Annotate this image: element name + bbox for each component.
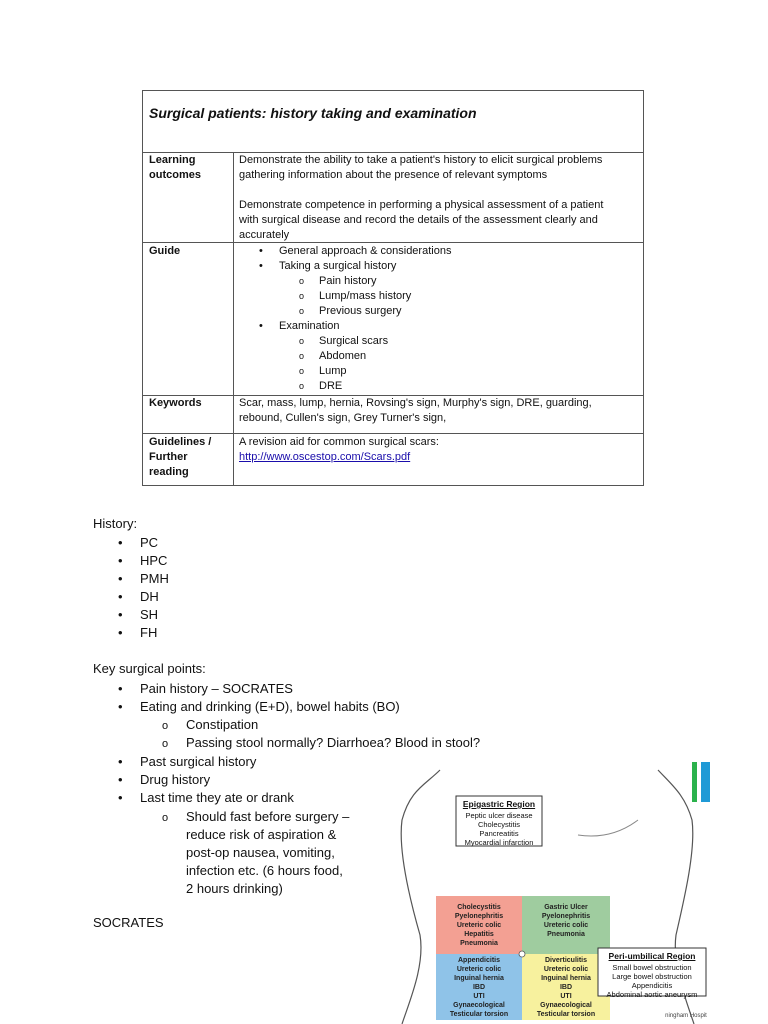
guide-subitem: o Pain history — [239, 274, 451, 289]
guidelines-label: Guidelines / Further reading — [149, 436, 212, 478]
list-item: • Drug history — [118, 771, 294, 789]
list-item: • PC — [118, 534, 169, 552]
key-points-list — [118, 680, 400, 716]
divider — [143, 433, 643, 434]
right-upper-quadrant: Cholecystitis Pyelonephritis Ureteric colic Hepatitis Pneumonia — [454, 904, 504, 947]
right-lower-quadrant: Appendicitis Ureteric colic Inguinal hernia IBD UTI Gynaecological Testicular torsion — [449, 957, 509, 1018]
guide-item: • Taking a surgical history — [239, 259, 451, 274]
guide-list — [239, 244, 451, 394]
list-item: • PMH — [118, 570, 169, 588]
list-item: • HPC — [118, 552, 169, 570]
guide-subitem: o Abdomen — [239, 349, 451, 364]
key-points-heading: Key surgical points: — [93, 661, 206, 676]
abdomen-diagram — [380, 760, 720, 1024]
list-item: • Last time they ate or drank — [118, 789, 294, 807]
left-lower-quadrant: Diverticulitis Ureteric colic Inguinal hernia IBD UTI Gynaecological Testicular torsion — [536, 957, 596, 1018]
key-points-sublist — [162, 716, 480, 752]
table-title: Surgical patients: history taking and examination — [149, 105, 477, 121]
list-item: • FH — [118, 624, 169, 642]
key-points-list-2 — [118, 753, 294, 807]
learning-outcomes-text: Demonstrate the ability to take a patient's history to elicit surgical problems gathering information about the presence of relevant symptoms Demonstrate competence in performing a physical assessment of a patient with surgical disease and record the details of the assessment clearly and accurately — [239, 154, 604, 241]
guide-item: • Examination — [239, 319, 451, 334]
image-credit: ningham Hospit — [665, 1013, 707, 1019]
guide-subitem: o Previous surgery — [239, 304, 451, 319]
learning-outcomes-label: Learning outcomes — [149, 154, 201, 181]
list-item: • SH — [118, 606, 169, 624]
summary-table — [142, 90, 644, 486]
list-item: • Pain history – SOCRATES — [118, 680, 400, 698]
list-subitem: o Constipation — [162, 716, 480, 734]
socrates-heading: SOCRATES — [93, 915, 164, 930]
guide-subitem: o Lump/mass history — [239, 289, 451, 304]
history-heading: History: — [93, 516, 138, 531]
fasting-note: o Should fast before surgery – reduce risk of aspiration & post-op nausea, vomiting, infection etc. (6 hours food, 2 hours drinking) — [162, 808, 349, 898]
keywords-text: Scar, mass, lump, hernia, Rovsing's sign, Murphy's sign, DRE, guarding, rebound, Cullen's sign, Grey Turner's sign, — [239, 397, 592, 424]
left-upper-quadrant: Gastric Ulcer Pyelonephritis Ureteric colic Pneumonia — [541, 904, 591, 938]
epigastric-label: Epigastric Region Peptic ulcer disease Cholecystitis Pancreatitis Myocardial infarction — [462, 799, 536, 847]
guide-subitem: o Lump — [239, 364, 451, 379]
list-item: • Eating and drinking (E+D), bowel habits (BO) — [118, 698, 400, 716]
divider — [233, 152, 234, 485]
guidelines-text: A revision aid for common surgical scars: http://www.oscestop.com/Scars.pdf — [239, 436, 439, 463]
list-subitem: o Passing stool normally? Diarrhoea? Blood in stool? — [162, 734, 480, 752]
list-item: • DH — [118, 588, 169, 606]
history-list — [118, 534, 169, 642]
list-item: • Past surgical history — [118, 753, 294, 771]
divider — [143, 242, 643, 243]
guide-item: • General approach & considerations — [239, 244, 451, 259]
keywords-label: Keywords — [149, 397, 202, 409]
guide-subitem: o Surgical scars — [239, 334, 451, 349]
periumbilical-label: Peri-umbilical Region Small bowel obstruction Large bowel obstruction Appendicitis Abdominal aortic aneurysm — [606, 951, 698, 999]
guide-subitem: o DRE — [239, 379, 451, 394]
scars-pdf-link[interactable]: http://www.oscestop.com/Scars.pdf — [239, 451, 411, 463]
guide-label: Guide — [149, 245, 181, 257]
